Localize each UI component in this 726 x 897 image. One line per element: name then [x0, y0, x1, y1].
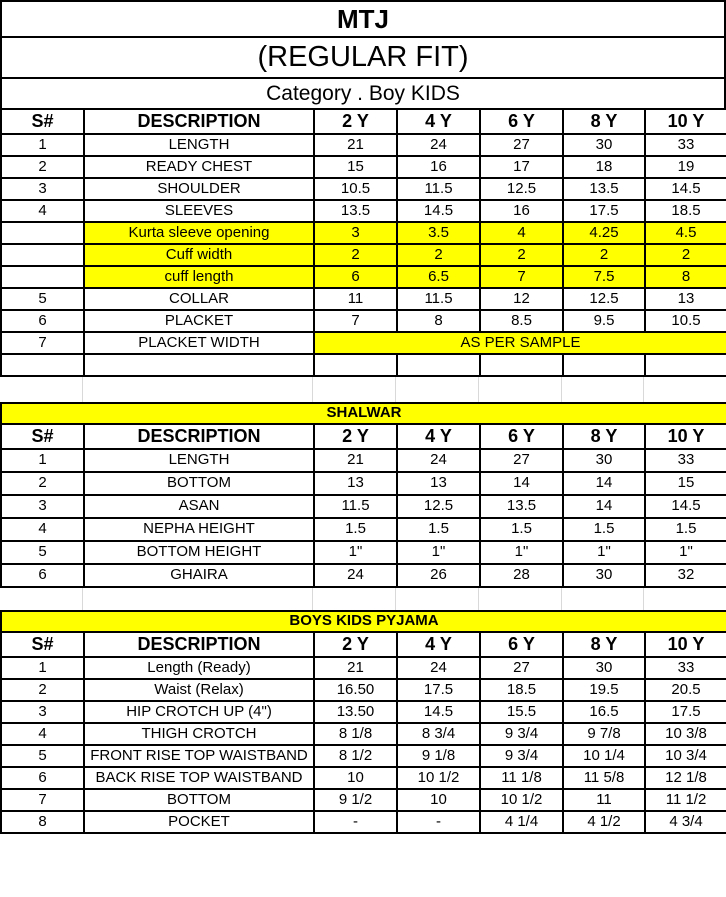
value-cell: 6: [314, 266, 397, 288]
column-header-6y: 6 Y: [480, 632, 563, 657]
description-cell: FRONT RISE TOP WAISTBAND: [84, 745, 314, 767]
description-cell: BACK RISE TOP WAISTBAND: [84, 767, 314, 789]
value-cell: 4.5: [645, 222, 726, 244]
value-cell: 18.5: [645, 200, 726, 222]
value-cell: 14.5: [645, 178, 726, 200]
table-row: [1, 288, 726, 310]
column-header-4y: 4 Y: [397, 424, 480, 449]
table-row: [1, 679, 726, 701]
shalwar-banner-label: SHALWAR: [1, 403, 726, 424]
value-cell: 3: [314, 222, 397, 244]
column-header-description: DESCRIPTION: [84, 109, 314, 134]
gridline-cell: [313, 588, 396, 610]
column-header-row: [1, 632, 726, 657]
table-row: [1, 266, 726, 288]
value-cell: 19: [645, 156, 726, 178]
column-header-description: DESCRIPTION: [84, 424, 314, 449]
value-cell: 1.5: [397, 518, 480, 541]
value-cell: [563, 354, 645, 376]
value-cell: 1": [563, 541, 645, 564]
serial-cell: 5: [1, 745, 84, 767]
value-cell: 10 1/4: [563, 745, 645, 767]
serial-cell: 6: [1, 564, 84, 587]
value-cell: 16.50: [314, 679, 397, 701]
table-row: [1, 518, 726, 541]
value-cell: 12.5: [397, 495, 480, 518]
value-cell: 11 1/8: [480, 767, 563, 789]
description-cell: PLACKET WIDTH: [84, 332, 314, 354]
table-row: [1, 310, 726, 332]
description-cell: BOTTOM: [84, 472, 314, 495]
value-cell: 24: [397, 449, 480, 472]
value-cell: 27: [480, 449, 563, 472]
value-cell: 9 3/4: [480, 745, 563, 767]
value-cell: 8 1/2: [314, 745, 397, 767]
value-cell: 8 3/4: [397, 723, 480, 745]
gridline-cell: [313, 377, 396, 402]
value-cell: 10.5: [645, 310, 726, 332]
table-row: [1, 156, 726, 178]
serial-cell: 4: [1, 518, 84, 541]
value-cell: 28: [480, 564, 563, 587]
value-cell: 11.5: [397, 178, 480, 200]
value-cell: 30: [563, 134, 645, 156]
serial-cell: 3: [1, 495, 84, 518]
value-cell: 6.5: [397, 266, 480, 288]
table-row: [1, 789, 726, 811]
serial-cell: [1, 222, 84, 244]
shalwar-section: [0, 402, 726, 588]
pyjama-banner-row: [1, 611, 726, 632]
value-cell: 16.5: [563, 701, 645, 723]
value-cell: 11.5: [314, 495, 397, 518]
value-cell: 12.5: [563, 288, 645, 310]
gridline-cell: [644, 588, 726, 610]
serial-cell: 1: [1, 449, 84, 472]
value-cell: 2: [563, 244, 645, 266]
column-header-8y: 8 Y: [563, 632, 645, 657]
description-cell: Cuff width: [84, 244, 314, 266]
description-cell: Waist (Relax): [84, 679, 314, 701]
value-cell: 21: [314, 449, 397, 472]
value-cell: 10 1/2: [480, 789, 563, 811]
serial-cell: 6: [1, 310, 84, 332]
value-cell: 12.5: [480, 178, 563, 200]
serial-cell: 6: [1, 767, 84, 789]
column-header-6y: 6 Y: [480, 424, 563, 449]
gridline-cell: [396, 377, 479, 402]
table-row: [1, 222, 726, 244]
serial-cell: [1, 354, 84, 376]
gridline-gap-1: [0, 377, 726, 402]
pyjama-banner-label: BOYS KIDS PYJAMA: [1, 611, 726, 632]
value-cell: 11: [314, 288, 397, 310]
description-cell: SLEEVES: [84, 200, 314, 222]
gridline-cell: [479, 377, 562, 402]
value-cell: 3.5: [397, 222, 480, 244]
column-header-2y: 2 Y: [314, 424, 397, 449]
description-cell: Kurta sleeve opening: [84, 222, 314, 244]
value-cell: 10 3/4: [645, 745, 726, 767]
table-row: [1, 745, 726, 767]
column-header-8y: 8 Y: [563, 424, 645, 449]
value-cell: 17: [480, 156, 563, 178]
value-cell: 18.5: [480, 679, 563, 701]
value-cell: 13.5: [480, 495, 563, 518]
column-header-description: DESCRIPTION: [84, 632, 314, 657]
description-cell: GHAIRA: [84, 564, 314, 587]
table-row: [1, 449, 726, 472]
value-cell: 17.5: [645, 701, 726, 723]
gridline-gap-2: [0, 588, 726, 610]
description-cell: Length (Ready): [84, 657, 314, 679]
value-cell: 30: [563, 564, 645, 587]
table-row: [1, 767, 726, 789]
value-cell: 13.5: [314, 200, 397, 222]
gridline-cell: [0, 588, 83, 610]
serial-cell: 3: [1, 178, 84, 200]
shalwar-table: [0, 402, 726, 588]
value-cell: [397, 354, 480, 376]
value-cell: 1.5: [645, 518, 726, 541]
value-cell: 4 3/4: [645, 811, 726, 833]
value-cell: 21: [314, 657, 397, 679]
value-cell: -: [314, 811, 397, 833]
value-cell: 1.5: [314, 518, 397, 541]
value-cell: 4: [480, 222, 563, 244]
description-cell: cuff length: [84, 266, 314, 288]
value-cell: 1": [314, 541, 397, 564]
serial-cell: 1: [1, 134, 84, 156]
value-cell: 2: [645, 244, 726, 266]
column-header-2y: 2 Y: [314, 109, 397, 134]
serial-cell: 3: [1, 701, 84, 723]
column-header-4y: 4 Y: [397, 632, 480, 657]
value-cell: 1.5: [480, 518, 563, 541]
value-cell: 13: [397, 472, 480, 495]
column-header-serial: S#: [1, 109, 84, 134]
table-row: [1, 178, 726, 200]
description-cell: COLLAR: [84, 288, 314, 310]
shalwar-banner-row: [1, 403, 726, 424]
serial-cell: 8: [1, 811, 84, 833]
table-row: [1, 657, 726, 679]
value-cell: 14.5: [397, 200, 480, 222]
value-cell: 30: [563, 657, 645, 679]
category-label: Category . Boy KIDS: [266, 81, 460, 105]
description-cell: [84, 354, 314, 376]
serial-cell: 7: [1, 789, 84, 811]
value-cell: 1": [480, 541, 563, 564]
value-cell: 11.5: [397, 288, 480, 310]
page-title: MTJ: [2, 2, 724, 38]
value-cell: 11: [563, 789, 645, 811]
value-cell: 27: [480, 134, 563, 156]
description-cell: THIGH CROTCH: [84, 723, 314, 745]
value-cell: 11 5/8: [563, 767, 645, 789]
value-cell: 15.5: [480, 701, 563, 723]
description-cell: BOTTOM: [84, 789, 314, 811]
value-cell: 17.5: [397, 679, 480, 701]
serial-cell: [1, 244, 84, 266]
value-cell: 26: [397, 564, 480, 587]
value-cell: 13: [645, 288, 726, 310]
column-header-row: [1, 424, 726, 449]
value-cell: 16: [397, 156, 480, 178]
value-cell: 12 1/8: [645, 767, 726, 789]
value-cell: 19.5: [563, 679, 645, 701]
value-cell: 33: [645, 657, 726, 679]
value-cell: 11 1/2: [645, 789, 726, 811]
description-cell: LENGTH: [84, 134, 314, 156]
value-cell: 7: [314, 310, 397, 332]
description-cell: SHOULDER: [84, 178, 314, 200]
value-cell: 33: [645, 449, 726, 472]
table-row: [1, 541, 726, 564]
column-header-10y: 10 Y: [645, 632, 726, 657]
value-cell: 14: [563, 472, 645, 495]
value-cell: 18: [563, 156, 645, 178]
column-header-10y: 10 Y: [645, 424, 726, 449]
serial-cell: 2: [1, 679, 84, 701]
value-cell: 8 1/8: [314, 723, 397, 745]
value-cell: 9 1/2: [314, 789, 397, 811]
value-cell: 9.5: [563, 310, 645, 332]
table-row: [1, 723, 726, 745]
value-cell: 10 1/2: [397, 767, 480, 789]
value-cell: -: [397, 811, 480, 833]
value-cell: 16: [480, 200, 563, 222]
value-cell: 2: [480, 244, 563, 266]
column-header-2y: 2 Y: [314, 632, 397, 657]
table-row: [1, 200, 726, 222]
serial-cell: 2: [1, 472, 84, 495]
value-cell: 14.5: [397, 701, 480, 723]
description-cell: NEPHA HEIGHT: [84, 518, 314, 541]
value-cell: 9 1/8: [397, 745, 480, 767]
value-cell: 8.5: [480, 310, 563, 332]
gridline-cell: [83, 588, 313, 610]
table-row: [1, 472, 726, 495]
kurta-section: [0, 108, 726, 377]
value-cell: 14.5: [645, 495, 726, 518]
value-cell: 4 1/2: [563, 811, 645, 833]
column-header-4y: 4 Y: [397, 109, 480, 134]
value-cell: 10: [397, 789, 480, 811]
description-cell: READY CHEST: [84, 156, 314, 178]
value-cell: 12: [480, 288, 563, 310]
gridline-cell: [562, 588, 644, 610]
value-cell: 33: [645, 134, 726, 156]
value-cell: 27: [480, 657, 563, 679]
value-cell: 24: [397, 134, 480, 156]
kurta-table: [0, 108, 726, 377]
value-cell: 9 3/4: [480, 723, 563, 745]
value-cell: 10.5: [314, 178, 397, 200]
table-row: [1, 244, 726, 266]
value-cell: 10 3/8: [645, 723, 726, 745]
table-row: [1, 495, 726, 518]
value-cell: 10: [314, 767, 397, 789]
serial-cell: 2: [1, 156, 84, 178]
table-row: [1, 332, 726, 354]
serial-cell: 4: [1, 723, 84, 745]
serial-cell: 5: [1, 288, 84, 310]
title-block: [0, 0, 726, 108]
value-cell: [314, 354, 397, 376]
value-cell: 4 1/4: [480, 811, 563, 833]
value-cell: 14: [480, 472, 563, 495]
value-cell: 32: [645, 564, 726, 587]
gridline-cell: [479, 588, 562, 610]
description-cell: HIP CROTCH UP (4"): [84, 701, 314, 723]
description-cell: POCKET: [84, 811, 314, 833]
description-cell: LENGTH: [84, 449, 314, 472]
value-cell: 2: [397, 244, 480, 266]
column-header-10y: 10 Y: [645, 109, 726, 134]
gridline-cell: [396, 588, 479, 610]
gridline-cell: [83, 377, 313, 402]
gridline-cell: [644, 377, 726, 402]
merged-value-cell: AS PER SAMPLE: [314, 332, 726, 354]
table-row: [1, 564, 726, 587]
value-cell: 1": [645, 541, 726, 564]
value-cell: 7.5: [563, 266, 645, 288]
value-cell: 15: [314, 156, 397, 178]
value-cell: 14: [563, 495, 645, 518]
value-cell: 4.25: [563, 222, 645, 244]
value-cell: 13.5: [563, 178, 645, 200]
gridline-cell: [562, 377, 644, 402]
value-cell: [645, 354, 726, 376]
value-cell: 20.5: [645, 679, 726, 701]
serial-cell: 5: [1, 541, 84, 564]
value-cell: [480, 354, 563, 376]
value-cell: 24: [397, 657, 480, 679]
value-cell: 13: [314, 472, 397, 495]
table-row: [1, 134, 726, 156]
table-row: [1, 354, 726, 376]
column-header-serial: S#: [1, 424, 84, 449]
value-cell: 8: [645, 266, 726, 288]
fit-subtitle: (REGULAR FIT): [2, 38, 724, 79]
value-cell: 7: [480, 266, 563, 288]
serial-cell: 4: [1, 200, 84, 222]
column-header-6y: 6 Y: [480, 109, 563, 134]
pyjama-section: [0, 610, 726, 834]
column-header-row: [1, 109, 726, 134]
value-cell: 15: [645, 472, 726, 495]
pyjama-table: [0, 610, 726, 834]
value-cell: 21: [314, 134, 397, 156]
value-cell: 1.5: [563, 518, 645, 541]
value-cell: 17.5: [563, 200, 645, 222]
column-header-8y: 8 Y: [563, 109, 645, 134]
description-cell: PLACKET: [84, 310, 314, 332]
serial-cell: 7: [1, 332, 84, 354]
value-cell: 2: [314, 244, 397, 266]
table-row: [1, 701, 726, 723]
description-cell: ASAN: [84, 495, 314, 518]
value-cell: 24: [314, 564, 397, 587]
value-cell: 13.50: [314, 701, 397, 723]
serial-cell: 1: [1, 657, 84, 679]
value-cell: 30: [563, 449, 645, 472]
description-cell: BOTTOM HEIGHT: [84, 541, 314, 564]
value-cell: 9 7/8: [563, 723, 645, 745]
table-row: [1, 811, 726, 833]
value-cell: 8: [397, 310, 480, 332]
gridline-cell: [0, 377, 83, 402]
serial-cell: [1, 266, 84, 288]
value-cell: 1": [397, 541, 480, 564]
column-header-serial: S#: [1, 632, 84, 657]
